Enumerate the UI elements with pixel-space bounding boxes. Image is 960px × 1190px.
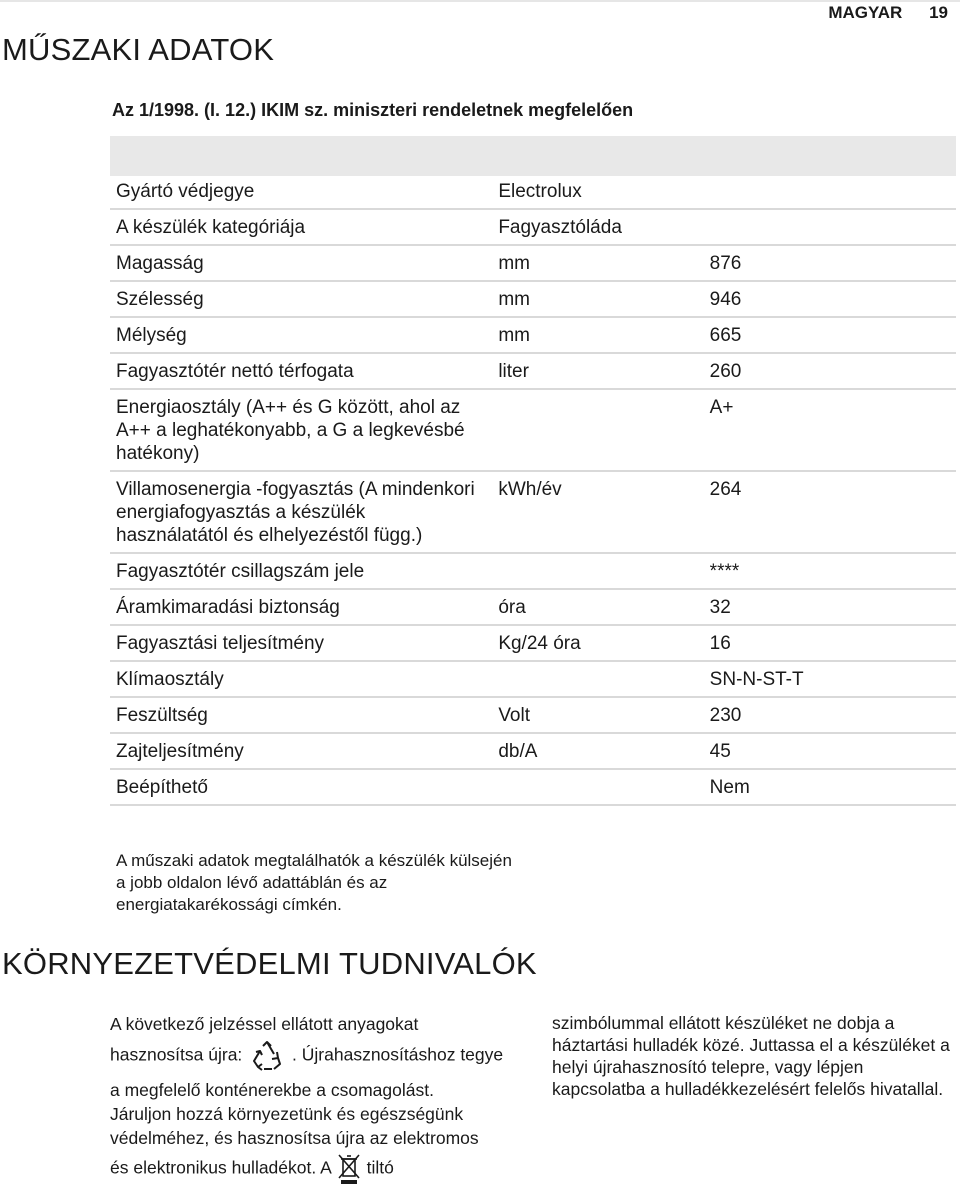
spec-row — [110, 209, 956, 245]
spec-value: 32 — [704, 589, 956, 625]
spec-table — [110, 174, 956, 806]
env-text-fragment: és elektronikus hulladékot. A — [110, 1157, 331, 1178]
env-text-fragment: . Újrahasznosításhoz tegye — [292, 1044, 504, 1065]
env-text-line: A következő jelzéssel ellátott anyagokat — [110, 1014, 419, 1034]
crossed-bin-icon — [338, 1154, 360, 1184]
spec-row — [110, 281, 956, 317]
language-label: MAGYAR — [828, 3, 903, 22]
spec-label: Fagyasztótér csillagszám jele — [110, 553, 492, 589]
spec-row — [110, 471, 956, 553]
spec-row — [110, 589, 956, 625]
spec-label: Villamosenergia -fogyasztás (A mindenkori energiafogyasztás a készülék használatától és elhelyezéstől függ.) — [110, 471, 492, 553]
regulation-subtitle: Az 1/1998. (I. 12.) IKIM sz. miniszteri rendeletnek megfelelően — [112, 100, 634, 120]
spec-label: Klímaosztály — [110, 661, 492, 697]
section-title-technical-data: MŰSZAKI ADATOK — [2, 32, 275, 67]
spec-value: 260 — [704, 353, 956, 389]
spec-row — [110, 769, 956, 805]
spec-row — [110, 245, 956, 281]
spec-unit: Electrolux — [492, 174, 703, 209]
spec-row — [110, 697, 956, 733]
spec-row — [110, 174, 956, 209]
spec-unit: db/A — [492, 733, 703, 769]
spec-value — [704, 209, 956, 245]
spec-label: Energiaosztály (A++ és G között, ahol az A++ a leghatékonyabb, a G a legkevésbé hatékony) — [110, 389, 492, 471]
env-text-line: védelméhez, és hasznosítsa újra az elektromos — [110, 1128, 479, 1148]
spec-unit: Fagyasztóláda — [492, 209, 703, 245]
spec-row — [110, 625, 956, 661]
env-text-fragment: tiltó — [366, 1157, 394, 1178]
env-text-fragment: hasznosítsa újra: — [110, 1044, 243, 1065]
spec-unit: liter — [492, 353, 703, 389]
spec-label: Zajteljesítmény — [110, 733, 492, 769]
spec-unit: Kg/24 óra — [492, 625, 703, 661]
page-header — [828, 3, 948, 23]
spec-label: Gyártó védjegye — [110, 174, 492, 209]
table-header-band — [110, 136, 956, 176]
section-title-environment: KÖRNYEZETVÉDELMI TUDNIVALÓK — [2, 946, 537, 981]
spec-value: 264 — [704, 471, 956, 553]
spec-row — [110, 661, 956, 697]
spec-value: A+ — [704, 389, 956, 471]
spec-label: Beépíthető — [110, 769, 492, 805]
spec-unit: óra — [492, 589, 703, 625]
env-text-line — [110, 1154, 520, 1184]
spec-label: Szélesség — [110, 281, 492, 317]
spec-unit: mm — [492, 245, 703, 281]
spec-value — [704, 174, 956, 209]
spec-row — [110, 353, 956, 389]
spec-value: 230 — [704, 697, 956, 733]
recycle-icon — [250, 1040, 284, 1072]
spec-value: 16 — [704, 625, 956, 661]
spec-label: Magasság — [110, 245, 492, 281]
spec-value: 946 — [704, 281, 956, 317]
top-rule — [0, 0, 960, 2]
spec-unit: mm — [492, 317, 703, 353]
spec-unit: Volt — [492, 697, 703, 733]
spec-value: SN-N-ST-T — [704, 661, 956, 697]
spec-unit — [492, 389, 703, 471]
env-text-line: Járuljon hozzá környezetünk és egészségünk — [110, 1104, 464, 1124]
spec-value: 876 — [704, 245, 956, 281]
spec-unit: kWh/év — [492, 471, 703, 553]
spec-value: **** — [704, 553, 956, 589]
spec-label: Feszültség — [110, 697, 492, 733]
spec-value: 45 — [704, 733, 956, 769]
spec-label: Áramkimaradási biztonság — [110, 589, 492, 625]
spec-unit — [492, 553, 703, 589]
spec-value: Nem — [704, 769, 956, 805]
env-text-line — [110, 1040, 520, 1072]
environment-left-column — [110, 1012, 520, 1184]
env-text-line: a megfelelő konténerekbe a csomagolást. — [110, 1080, 434, 1100]
spec-note: A műszaki adatok megtalálhatók a készülék külsején a jobb oldalon lévő adattáblán és az energiatakarékossági címkén. — [116, 851, 512, 914]
spec-row — [110, 553, 956, 589]
spec-row — [110, 733, 956, 769]
spec-label: A készülék kategóriája — [110, 209, 492, 245]
page-number: 19 — [929, 3, 948, 22]
spec-unit — [492, 661, 703, 697]
spec-label: Fagyasztási teljesítmény — [110, 625, 492, 661]
environment-right-column: szimbólummal ellátott készüléket ne dobja a háztartási hulladék közé. Juttassa el a készüléket a helyi újrahasznosító telepre, vagy lépjen kapcsolatba a hulladékkezelésért felelős hivatallal. — [552, 1013, 950, 1099]
spec-value: 665 — [704, 317, 956, 353]
spec-row — [110, 389, 956, 471]
spec-unit: mm — [492, 281, 703, 317]
spec-row — [110, 317, 956, 353]
spec-unit — [492, 769, 703, 805]
spec-label: Mélység — [110, 317, 492, 353]
spec-label: Fagyasztótér nettó térfogata — [110, 353, 492, 389]
